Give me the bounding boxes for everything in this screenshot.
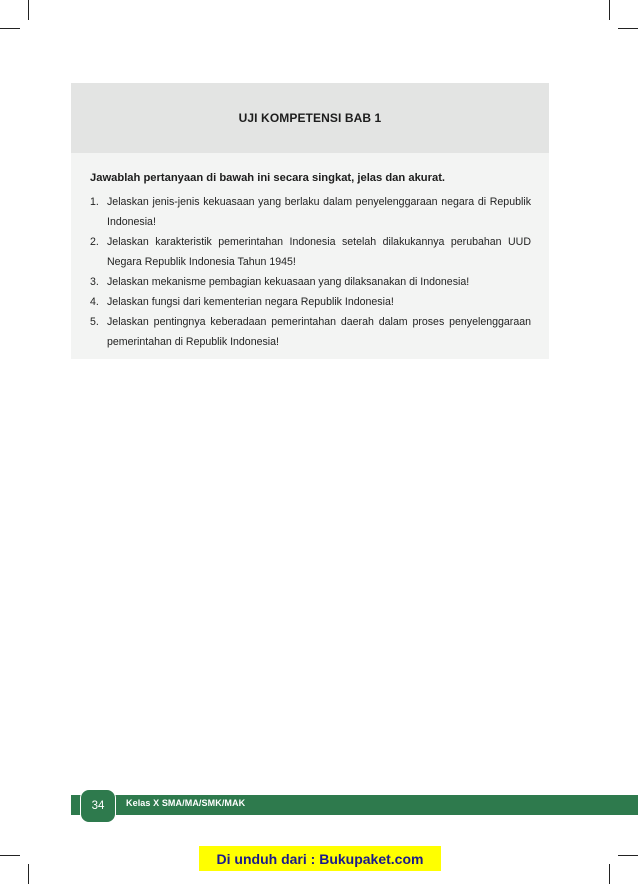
question-item xyxy=(90,272,531,292)
question-text: Jelaskan pentingnya keberadaan pemerintahan daerah dalam proses penyelenggaraan pemerintahan di Republik Indonesia! xyxy=(107,316,531,348)
instruction-text: Jawablah pertanyaan di bawah ini secara singkat, jelas dan akurat. xyxy=(90,172,446,184)
competency-test-box xyxy=(71,83,549,359)
question-text: Jelaskan fungsi dari kementerian negara Republik Indonesia! xyxy=(107,296,394,308)
question-list xyxy=(90,192,531,352)
crop-mark-top-left-h xyxy=(0,28,20,29)
box-body xyxy=(71,153,549,352)
crop-mark-bottom-left-h xyxy=(0,855,20,856)
question-number: 2. xyxy=(90,236,99,248)
download-banner-text: Di unduh dari : Bukupaket.com xyxy=(216,850,424,867)
question-text: Jelaskan karakteristik pemerintahan Indonesia setelah dilakukannya perubahan UUD Negara Republik Indonesia Tahun 1945! xyxy=(107,236,531,268)
question-item xyxy=(90,292,531,312)
question-number: 3. xyxy=(90,276,99,288)
download-banner[interactable] xyxy=(199,846,441,871)
question-number: 1. xyxy=(90,196,99,208)
crop-mark-top-right-v xyxy=(609,0,610,20)
crop-mark-top-right-h xyxy=(618,28,638,29)
page-number-badge xyxy=(80,789,116,823)
question-number: 5. xyxy=(90,316,99,328)
crop-mark-bottom-right-v xyxy=(609,864,610,884)
question-item xyxy=(90,312,531,352)
crop-mark-top-left-v xyxy=(28,0,29,20)
box-title: UJI KOMPETENSI BAB 1 xyxy=(238,111,382,125)
question-number: 4. xyxy=(90,296,99,308)
question-text: Jelaskan mekanisme pembagian kekuasaan yang dilaksanakan di Indonesia! xyxy=(107,276,470,288)
crop-mark-bottom-left-v xyxy=(28,864,29,884)
question-item xyxy=(90,192,531,232)
box-header xyxy=(71,83,549,153)
crop-mark-bottom-right-h xyxy=(618,855,638,856)
page-number: 34 xyxy=(91,800,105,812)
question-item xyxy=(90,232,531,272)
footer-class-label: Kelas X SMA/MA/SMK/MAK xyxy=(126,798,246,808)
question-text: Jelaskan jenis-jenis kekuasaan yang berlaku dalam penyelenggaraan negara di Republik Indonesia! xyxy=(107,196,531,228)
